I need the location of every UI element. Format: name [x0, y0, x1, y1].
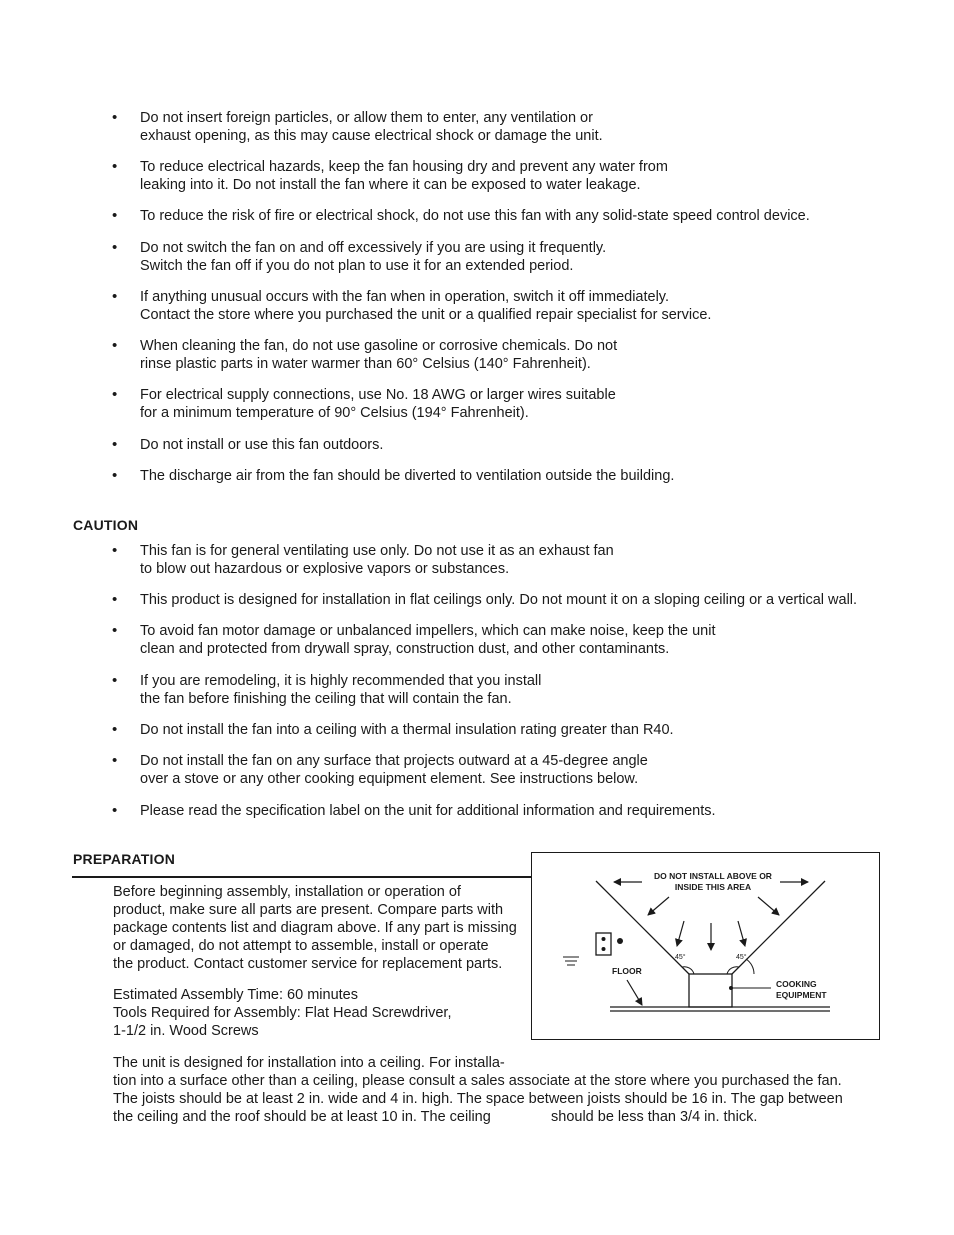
equipment-label-line2: EQUIPMENT [776, 990, 827, 1000]
angle-arc-outer-right [746, 959, 754, 974]
installation-paragraph-line: the ceiling and the roof should be at least 10 in. The ceiling [113, 1109, 491, 1125]
section-divider [72, 876, 532, 878]
diagram-drawing [532, 853, 881, 1041]
arrow-inner-right [738, 921, 745, 946]
floor-arrow [627, 980, 642, 1005]
floor-label: FLOOR [612, 966, 642, 976]
installation-paragraph-line: should be less than 3/4 in. thick. [551, 1109, 758, 1125]
preparation-paragraph: Before beginning assembly, installation or operation of product, make sure all parts are present. Compare parts with package contents list and diagram above. If any part is missing or damaged, do not attempt to assemble, install or operate the product. Contact customer service for replacement parts. [113, 884, 517, 972]
caution-heading: CAUTION [73, 517, 139, 533]
fan-symbol-dot-side [617, 938, 623, 944]
equipment-label-line1: COOKING [776, 979, 817, 989]
installation-paragraph: tion into a surface other than a ceiling, please consult a sales associate at the store where you purchased the fan. The joists should be at least 2 in. wide and 4 in. high. The space between joists should be 16 in. The gap between [113, 1073, 843, 1107]
cooking-equipment-box [689, 974, 732, 1007]
installation-paragraph-line: The unit is designed for installation into a ceiling. For installa- [113, 1055, 505, 1071]
warning-label-line1: DO NOT INSTALL ABOVE OR [654, 871, 772, 881]
angle-label-right: 45° [736, 954, 747, 961]
installation-area-diagram [531, 852, 880, 1040]
arrow-down-right [758, 897, 779, 915]
assembly-info: Estimated Assembly Time: 60 minutes Tools Required for Assembly: Flat Head Screwdriver, 1-1/2 in. Wood Screws [113, 987, 452, 1039]
equipment-pointer-dot [729, 986, 733, 990]
fan-symbol-dot-bottom [602, 947, 606, 951]
arrow-inner-left [677, 921, 684, 946]
arrow-down-left [648, 897, 669, 915]
angle-label-left: 45° [675, 954, 686, 961]
warning-label-line2: INSIDE THIS AREA [674, 882, 752, 892]
fan-symbol [596, 933, 611, 955]
fan-symbol-dot-top [602, 937, 606, 941]
preparation-heading: PREPARATION [73, 851, 176, 867]
